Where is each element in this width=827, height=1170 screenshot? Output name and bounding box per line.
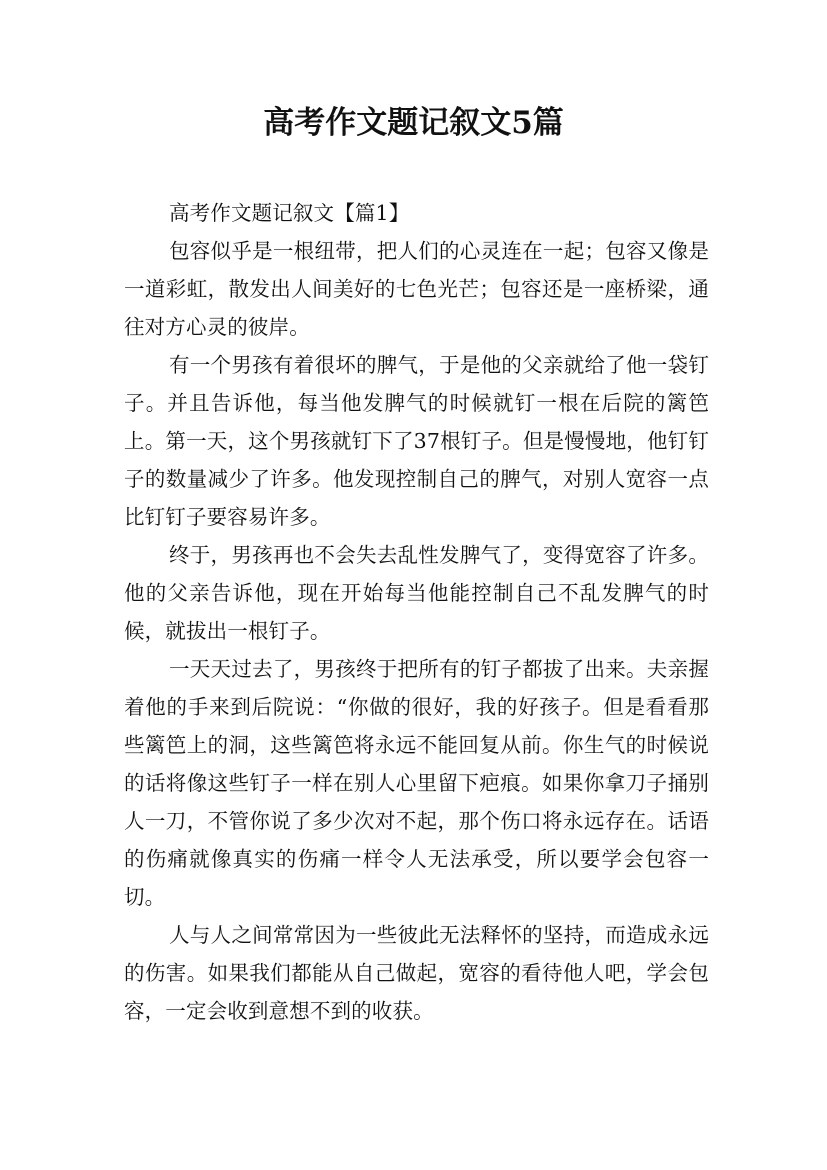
document-body bbox=[124, 194, 709, 1030]
paragraph-4: 一天天过去了，男孩终于把所有的钉子都拔了出来。夫亲握着他的手来到后院说：“你做的很好，我的好孩子。但是看看那些篱笆上的洞，这些篱笆将永远不能回复从前。你生气的时候说的话将像这些钉子一样在别人心里留下疤痕。如果你拿刀子捅别人一刀，不管你说了多少次对不起，那个伤口将永远存在。话语的伤痛就像真实的伤痛一样令人无法承受，所以要学会包容一切。 bbox=[124, 657, 709, 909]
paragraph-1: 包容似乎是一根纽带，把人们的心灵连在一起；包容又像是一道彩虹，散发出人间美好的七色光芒；包容还是一座桥梁，通往对方心灵的彼岸。 bbox=[124, 239, 709, 339]
section-heading: 高考作文题记叙文【篇1】 bbox=[169, 201, 410, 225]
document-title: 高考作文题记叙文5篇 bbox=[263, 105, 564, 141]
paragraph-5: 人与人之间常常因为一些彼此无法释怀的坚持，而造成永远的伤害。如果我们都能从自己做起，宽容的看待他人吧，学会包容，一定会收到意想不到的收获。 bbox=[124, 923, 709, 1023]
paragraph-3: 终于，男孩再也不会失去乱性发脾气了，变得宽容了许多。他的父亲告诉他，现在开始每当他能控制自己不乱发脾气的时候，就拔出一根钉子。 bbox=[124, 543, 709, 643]
paragraph-2: 有一个男孩有着很坏的脾气，于是他的父亲就给了他一袋钉子。并且告诉他，每当他发脾气的时候就钉一根在后院的篱笆上。第一天，这个男孩就钉下了37根钉子。但是慢慢地，他钉钉子的数量减少了许多。他发现控制自己的脾气，对别人宽容一点比钉钉子要容易许多。 bbox=[124, 353, 709, 529]
